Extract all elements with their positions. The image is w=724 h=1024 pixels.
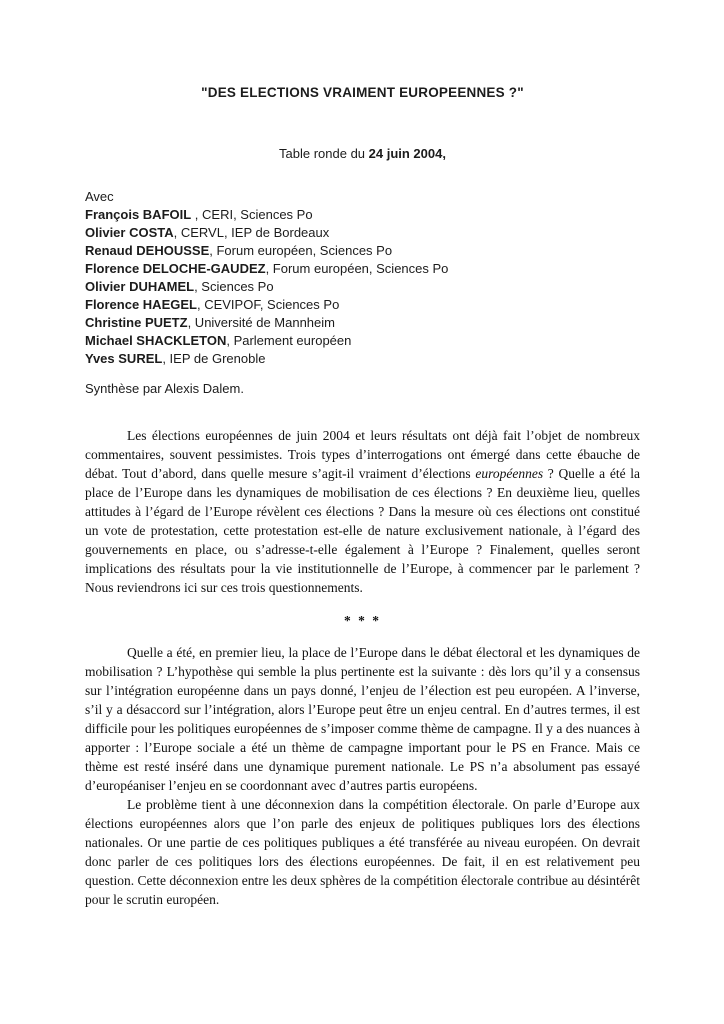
- participant-name: Yves SUREL: [85, 351, 163, 366]
- participant-affiliation: , CEVIPOF, Sciences Po: [196, 297, 340, 312]
- participant-row: [85, 206, 640, 224]
- participant-name: Florence DELOCHE-GAUDEZ: [85, 261, 266, 276]
- document-body: [85, 426, 640, 909]
- section-separator: * * *: [344, 613, 381, 628]
- paragraph-text: Les élections européennes de juin 2004 et leurs résultats ont déjà fait l’objet de nombreux commentaires, souvent pessimistes. Trois types d’interrogations ont émergé dans cette ébauche de débat. Tout d’abord, dans quelle mesure s’agit-il vraiment d’élections: [85, 428, 640, 481]
- participant-name: Michael SHACKLETON: [85, 333, 227, 348]
- participants-list: [85, 206, 640, 368]
- participant-name: Olivier COSTA: [85, 225, 174, 240]
- participant-name: Renaud DEHOUSSE: [85, 243, 210, 258]
- subtitle-prefix: Table ronde du: [279, 146, 369, 161]
- participant-name: Christine PUETZ: [85, 315, 188, 330]
- paragraph-deconnexion: Le problème tient à une déconnexion dans la compétition électorale. On parle d’Europe aux élections européennes alors que l’on parle des enjeux de politiques publiques lors des élections nationales. Or une partie de ces politiques publiques a été transférée au niveau européen. On devrait donc parler de ces politiques lors des élections européennes. De fait, il en est relativement peu question. Cette déconnexion entre les deux sphères de la compétition électorale contribue au désintérêt pour le scrutin européen.: [85, 797, 640, 907]
- participant-row: [85, 278, 640, 296]
- participant-affiliation: , Forum européen, Sciences Po: [265, 261, 449, 276]
- participant-row: [85, 350, 640, 368]
- participant-row: [85, 296, 640, 314]
- participant-affiliation: , Parlement européen: [226, 333, 352, 348]
- document-header: [85, 84, 640, 398]
- paragraph-mobilisation: Quelle a été, en premier lieu, la place de l’Europe dans le débat électoral et les dynamiques de mobilisation ? L’hypothèse qui semble la plus pertinente est la suivante : dès lors qu’il y a consensus sur l’intégration européenne dans un pays donné, l’enjeu de l’élection est peu européen. A l’inverse, s’il y a désaccord sur l’intégration, alors l’Europe peut être un enjeu central. En d’autres termes, il est difficile pour les politiques européennes de s’imposer comme thème de campagne. Il y a des nuances à apporter : l’Europe sociale a été un thème de campagne important pour le PS en France. Mais ce thème est resté inséré dans une dynamique purement nationale. Le PS n’a absolument pas essayé d’européaniser l’enjeu en se coordonnant avec d’autres partis européens.: [85, 645, 640, 793]
- subtitle: [85, 145, 640, 163]
- paragraph-text: ? Quelle a été la place de l’Europe dans les dynamiques de mobilisation de ces élections ? En deuxième lieu, quelles attitudes à l’égard de l’Europe révèlent ces élections ? Dans la mesure où ces élections ont constitué un vote de protestation, cette protestation est-elle de nature exclusivement nationale, à l’égard des gouvernements en place, ou s’adresse-t-elle également à l’Europe ? Finalement, quelles seront implications des résultats pour la vie institutionnelle de l’Europe, à commencer par le parlement ? Nous reviendrons ici sur ces trois questionnements.: [85, 466, 640, 595]
- participant-affiliation: , Forum européen, Sciences Po: [209, 243, 393, 258]
- paragraph-italic-word: européennes: [475, 466, 544, 481]
- participant-affiliation: , CERVL, IEP de Bordeaux: [173, 225, 330, 240]
- avec-label: Avec: [85, 189, 114, 204]
- participant-row: [85, 332, 640, 350]
- synthese-byline: Synthèse par Alexis Dalem.: [85, 381, 244, 396]
- subtitle-date: 24 juin 2004,: [368, 146, 446, 161]
- participant-row: [85, 314, 640, 332]
- participant-name: Florence HAEGEL: [85, 297, 197, 312]
- participant-name: Olivier DUHAMEL: [85, 279, 195, 294]
- participant-row: [85, 224, 640, 242]
- participant-affiliation: , IEP de Grenoble: [162, 351, 266, 366]
- participant-row: [85, 242, 640, 260]
- participant-affiliation: , Université de Mannheim: [187, 315, 335, 330]
- participant-affiliation: , Sciences Po: [194, 279, 274, 294]
- paragraph-intro: [85, 426, 640, 597]
- participant-row: [85, 260, 640, 278]
- page-title: "DES ELECTIONS VRAIMENT EUROPEENNES ?": [201, 85, 524, 100]
- participant-affiliation: , CERI, Sciences Po: [191, 207, 313, 222]
- participant-name: François BAFOIL: [85, 207, 192, 222]
